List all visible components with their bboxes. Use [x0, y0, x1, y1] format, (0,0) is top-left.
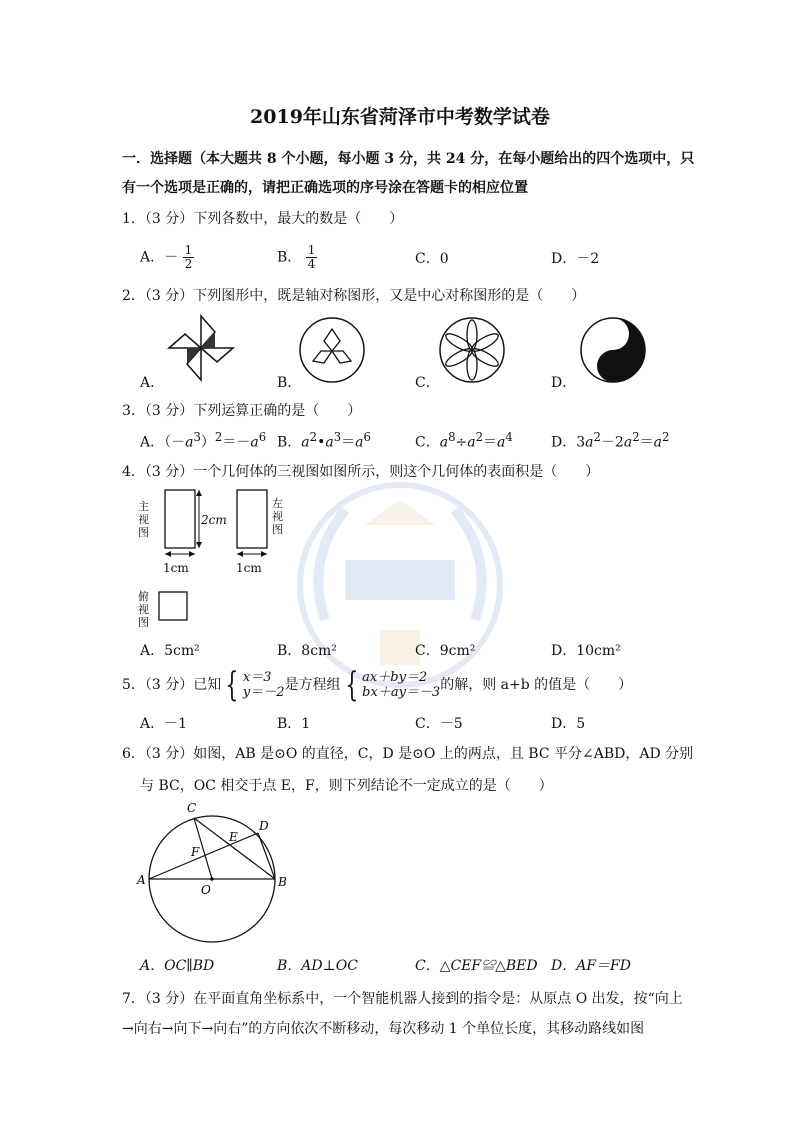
q2-stem: 2．（3 分）下列图形中，既是轴对称图形，又是中心对称图形的是（ ）: [122, 288, 586, 304]
q2-option-c: C．: [415, 375, 440, 391]
q4-option-a: A．5cm²: [140, 643, 200, 659]
q7-stem-line2: →向右→向下→向右”的方向依次不断移动，每次移动 1 个单位长度，其移动路线如图: [122, 1021, 645, 1037]
q5-stem: 5．（3 分）已知 { x＝3 y＝－2是方程组 { ax＋by＝2 bx＋ay＝－3的解，则 a+b 的值是（ ）: [122, 665, 633, 705]
q4-option-c: C．9cm²: [415, 643, 476, 659]
point-o-label: O: [201, 883, 211, 897]
circle-diamond-figure: [297, 315, 367, 385]
flower-circle-figure: [437, 315, 507, 385]
q2-option-b: B．: [277, 375, 302, 391]
point-d-label: D: [259, 819, 269, 833]
q3-option-b: B．$a^2•a^3=a^6$: [277, 430, 371, 451]
q7-stem-line1: 7．（3 分）在平面直角坐标系中，一个智能机器人接到的指令是：从原点 O 出发，按“向上: [122, 991, 683, 1007]
point-b-label: B: [278, 875, 287, 889]
q3-option-c: C．$a^8\div a^2=a^4$: [415, 430, 513, 451]
point-a-label: A: [137, 873, 146, 887]
q5-option-a: A．－1: [140, 716, 188, 732]
section-heading-line1: 一．选择题（本大题共 8 个小题，每小题 3 分，共 24 分，在每小题给出的四个选项中，只: [122, 151, 695, 167]
q3-stem: 3．（3 分）下列运算正确的是（ ）: [122, 403, 362, 419]
q4-option-d: D．10cm²: [551, 643, 621, 659]
top-view-label: 俯视图: [138, 590, 149, 629]
q1-option-d: D．－2: [551, 251, 600, 267]
point-f-label: F: [191, 845, 200, 859]
q1-option-b: B． $\frac{1}{4}$: [277, 243, 316, 271]
point-e-label: E: [229, 830, 238, 844]
circle-geometry-figure: [135, 800, 295, 945]
q1-stem: 1．（3 分）下列各数中，最大的数是（ ）: [122, 211, 404, 227]
q3-option-d: D．$3a^2-2a^2=a^2$: [551, 430, 670, 451]
width-label-front: 1cm: [163, 561, 189, 575]
front-view-label: 主视图: [138, 500, 149, 539]
q1-option-c: C．0: [415, 251, 449, 267]
yin-yang-figure: [578, 315, 648, 385]
page-title: 2019年山东省菏泽市中考数学试卷: [250, 106, 550, 128]
q6-option-c: C．△CEF≌△BED: [415, 958, 538, 974]
q4-stem: 4．（3 分）一个几何体的三视图如图所示，则这个几何体的表面积是（ ）: [122, 464, 600, 480]
point-c-label: C: [187, 801, 197, 815]
section-heading-line2: 有一个选项是正确的，请把正确选项的序号涂在答题卡的相应位置: [122, 180, 528, 196]
q1-option-a: A．－ $\frac{1}{2}$: [140, 243, 193, 271]
q6-option-d: D．AF＝FD: [551, 958, 631, 974]
q5-option-d: D．5: [551, 716, 586, 732]
pinwheel-figure: [165, 312, 237, 384]
q6-stem-line1: 6．（3 分）如图，AB 是⊙O 的直径，C，D 是⊙O 上的两点，且 BC 平分∠ABD，AD 分别: [122, 746, 694, 762]
q5-option-c: C．－5: [415, 716, 463, 732]
height-label: 2cm: [201, 513, 227, 527]
q4-option-b: B．8cm²: [277, 643, 337, 659]
q3-option-a: A．$(-a^3)^2=-a^6$: [140, 430, 267, 451]
q2-option-a: A．: [140, 375, 165, 391]
q6-option-b: B．AD⊥OC: [277, 958, 358, 974]
q6-option-a: A．OC∥BD: [140, 958, 215, 974]
q5-option-b: B．1: [277, 716, 311, 732]
q2-option-d: D．: [551, 375, 577, 391]
q6-stem-line2: 与 BC，OC 相交于点 E，F，则下列结论不一定成立的是（ ）: [140, 778, 553, 794]
width-label-left: 1cm: [236, 561, 262, 575]
watermark-logo: [285, 470, 515, 700]
left-view-label: 左视图: [272, 497, 283, 536]
